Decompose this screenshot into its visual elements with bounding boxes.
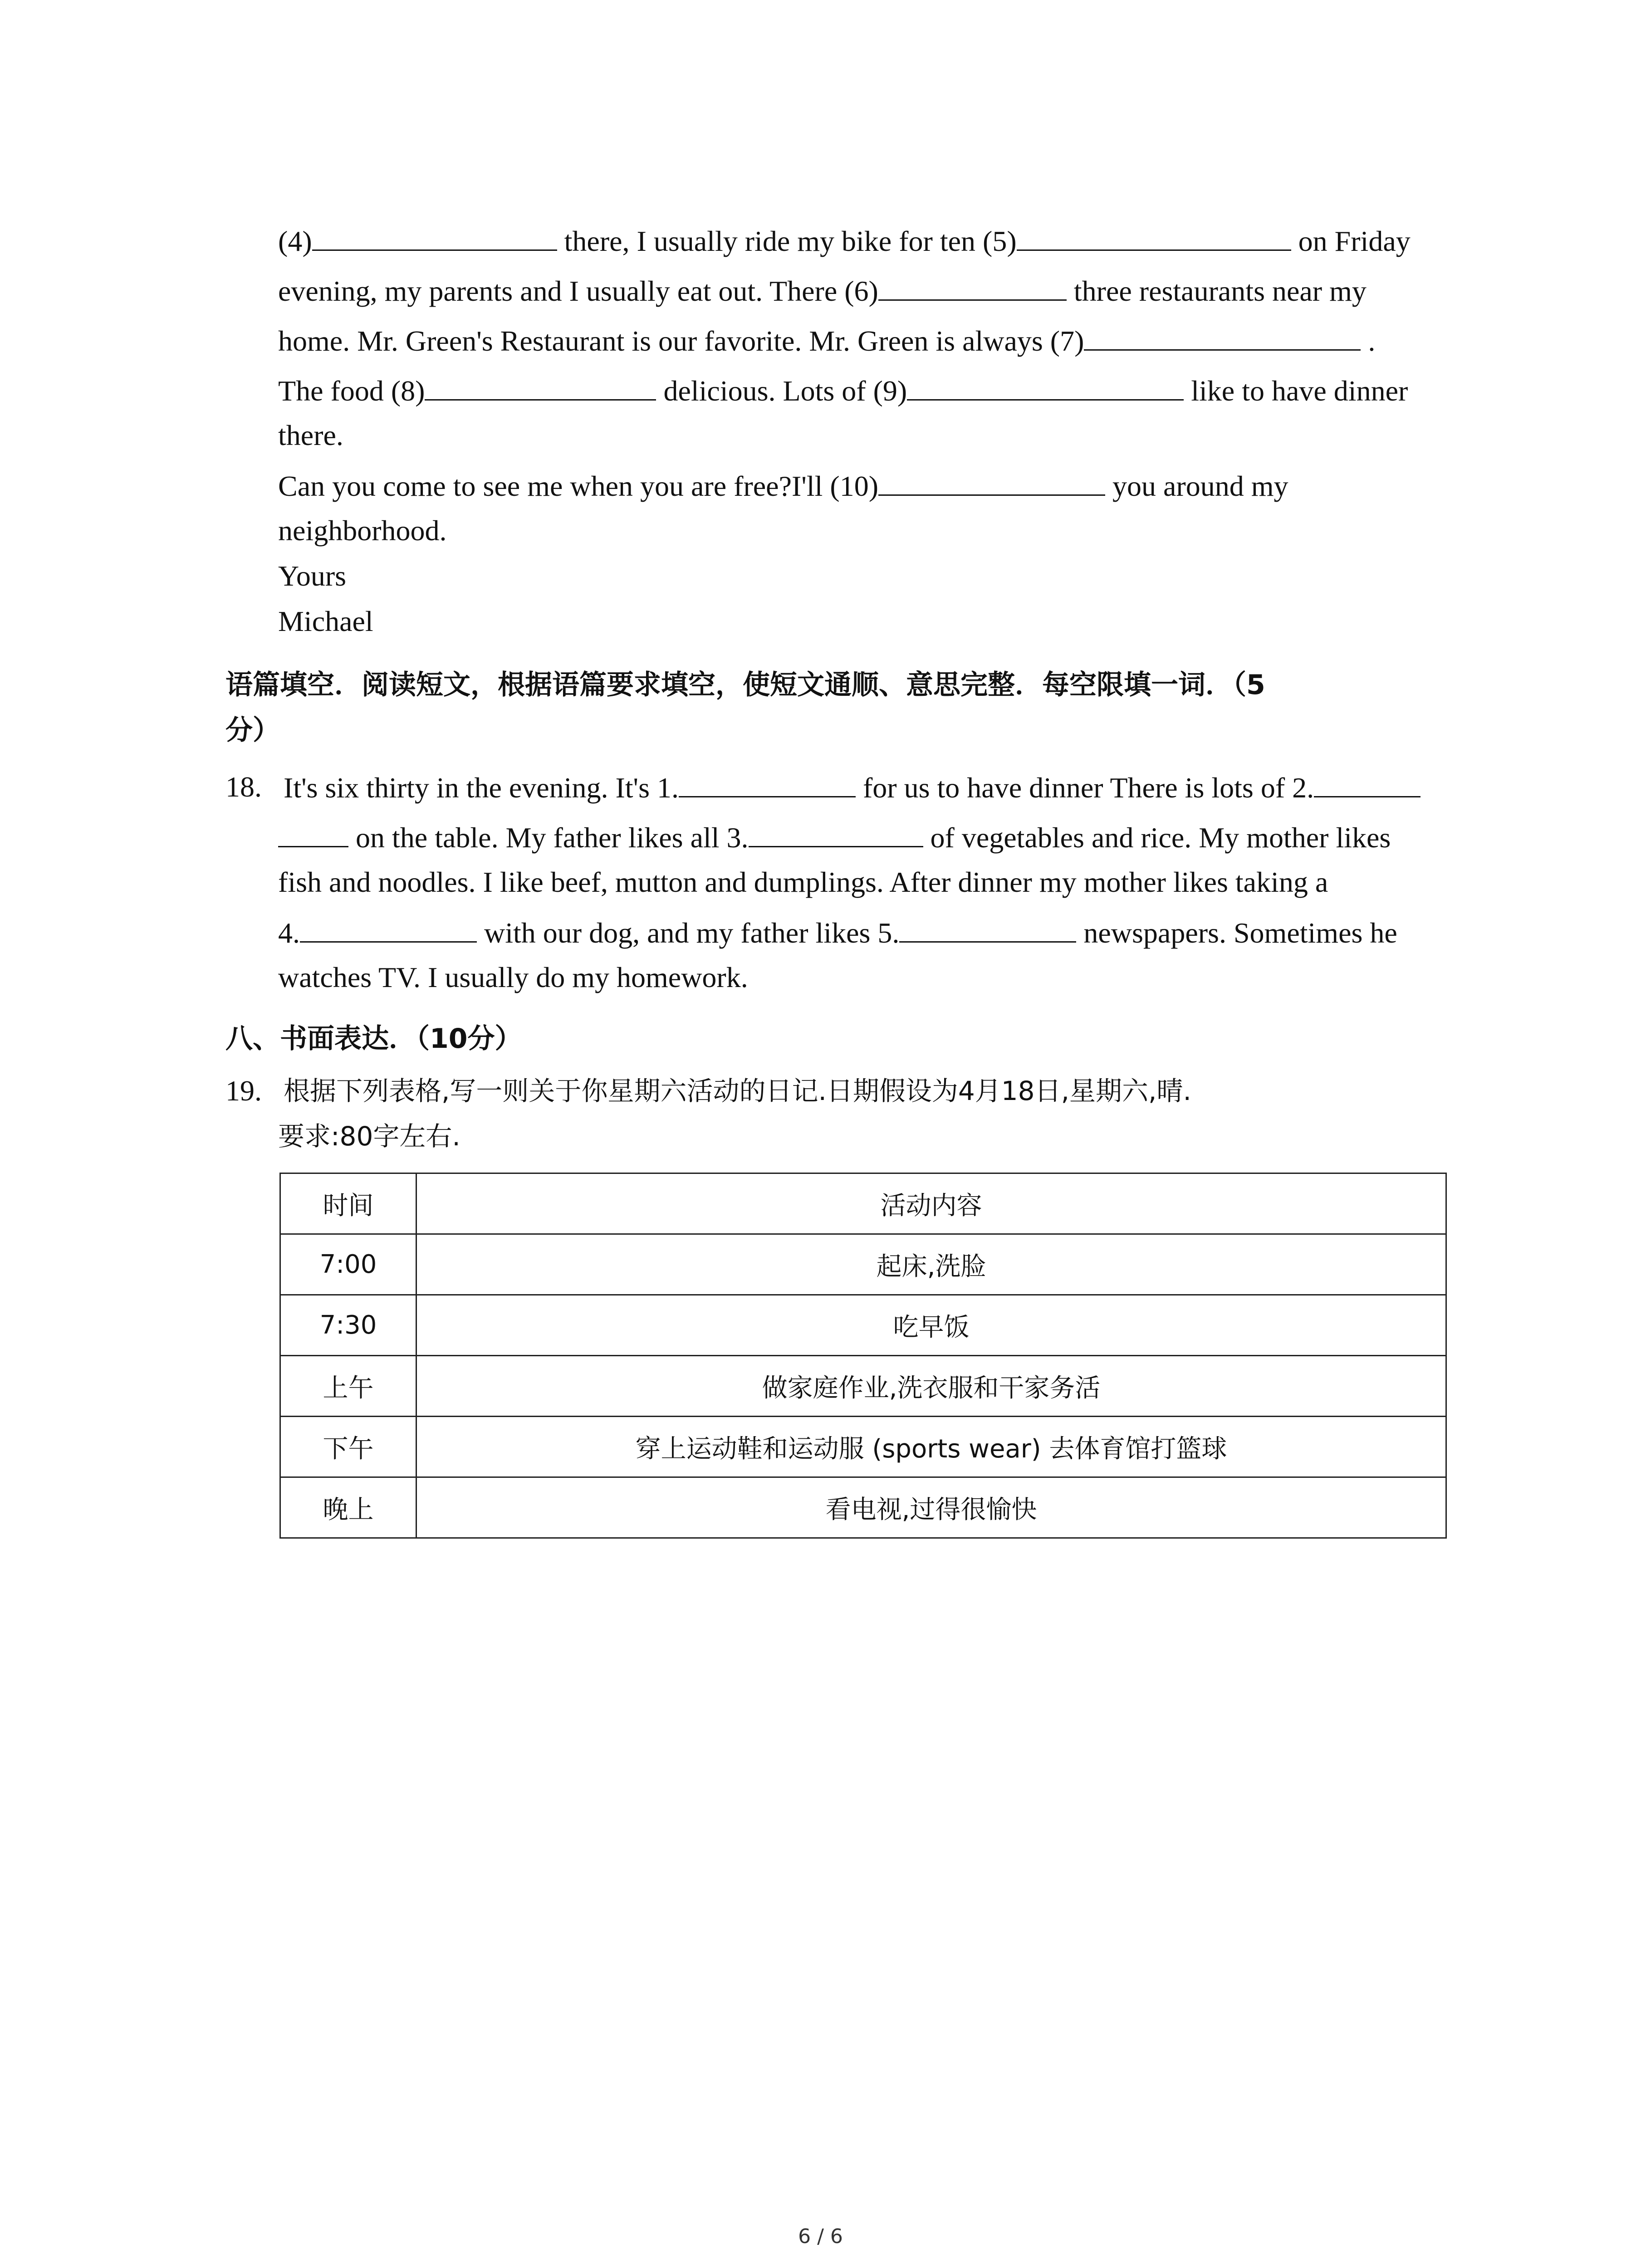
q18-blank-5[interactable] [899, 914, 1076, 943]
table-cell-time: 7:30 [280, 1295, 416, 1356]
q18-blank-2[interactable] [1314, 769, 1421, 797]
table-row [280, 1356, 1446, 1417]
table-cell-time: 7:00 [280, 1234, 416, 1295]
table-cell-time: 晚上 [280, 1477, 416, 1538]
q19-requirement: 要求:80字左右. [278, 1121, 460, 1152]
letter-line-2: evening, my parents and I usually eat out. There (6) three restaurants near my [278, 272, 1367, 309]
q18-line-1: It's six thirty in the evening. It's 1. for us to have dinner There is lots of 2. [284, 769, 1421, 806]
q18-line-2: on the table. My father likes all 3. of vegetables and rice. My mother likes [278, 819, 1391, 856]
table-row [280, 1417, 1446, 1477]
question-18-number: 18. [225, 771, 262, 803]
letter-line-7: neighborhood. [278, 514, 447, 547]
q18-blank-2-cont[interactable] [278, 819, 348, 847]
table-cell-activity: 做家庭作业,洗衣服和干家务活 [416, 1356, 1446, 1417]
blank-10[interactable] [878, 467, 1105, 496]
blank-6[interactable] [878, 272, 1067, 301]
table-cell-activity: 穿上运动鞋和运动服 (sports wear) 去体育馆打篮球 [416, 1417, 1446, 1477]
table-cell-time: 下午 [280, 1417, 416, 1477]
table-cell-time: 上午 [280, 1356, 416, 1417]
blank-5[interactable] [1017, 222, 1291, 251]
letter-line-6: Can you come to see me when you are free?I'll (10) you around my [278, 467, 1288, 504]
section-writing-title: 八、书面表达．（10分） [225, 1023, 522, 1055]
letter-line-1: (4) there, I usually ride my bike for ten (5) on Friday [278, 222, 1411, 259]
q18-line-4: 4. with our dog, and my father likes 5. newspapers. Sometimes he [278, 914, 1397, 951]
question-19-number: 19. [225, 1075, 262, 1107]
table-row [280, 1477, 1446, 1538]
q18-blank-1[interactable] [679, 769, 856, 797]
q18-blank-3[interactable] [749, 819, 923, 847]
letter-closing: Yours [278, 560, 347, 592]
table-cell-activity: 活动内容 [416, 1173, 1446, 1234]
blank-7[interactable] [1084, 322, 1361, 351]
q18-blank-4[interactable] [300, 914, 477, 943]
blank-8[interactable] [425, 372, 656, 401]
section-cloze-title-cont: 分） [225, 714, 280, 746]
table-cell-activity: 起床,洗脸 [416, 1234, 1446, 1295]
section-cloze-title: 语篇填空．阅读短文，根据语篇要求填空，使短文通顺、意思完整．每空限填一词．（5 [225, 669, 1265, 701]
letter-line-4: The food (8) delicious. Lots of (9) like to have dinner [278, 372, 1408, 409]
q19-prompt: 根据下列表格,写一则关于你星期六活动的日记.日期假设为4月18日,星期六,晴. [284, 1075, 1191, 1106]
letter-line-5: there. [278, 419, 343, 451]
letter-signature: Michael [278, 605, 373, 637]
blank-4[interactable] [312, 222, 557, 251]
table-row [280, 1234, 1446, 1295]
table-cell-activity: 看电视,过得很愉快 [416, 1477, 1446, 1538]
page-number: 6 / 6 [798, 2225, 843, 2248]
table-row [280, 1295, 1446, 1356]
table-cell-activity: 吃早饭 [416, 1295, 1446, 1356]
q18-line-3: fish and noodles. I like beef, mutton and dumplings. After dinner my mother likes taking a [278, 866, 1328, 898]
blank-9[interactable] [907, 372, 1184, 401]
letter-line-3: home. Mr. Green's Restaurant is our favorite. Mr. Green is always (7) . [278, 322, 1375, 359]
activity-table [279, 1173, 1447, 1539]
table-header-row [280, 1173, 1446, 1234]
table-cell-time: 时间 [280, 1173, 416, 1234]
q18-line-5: watches TV. I usually do my homework. [278, 961, 748, 993]
